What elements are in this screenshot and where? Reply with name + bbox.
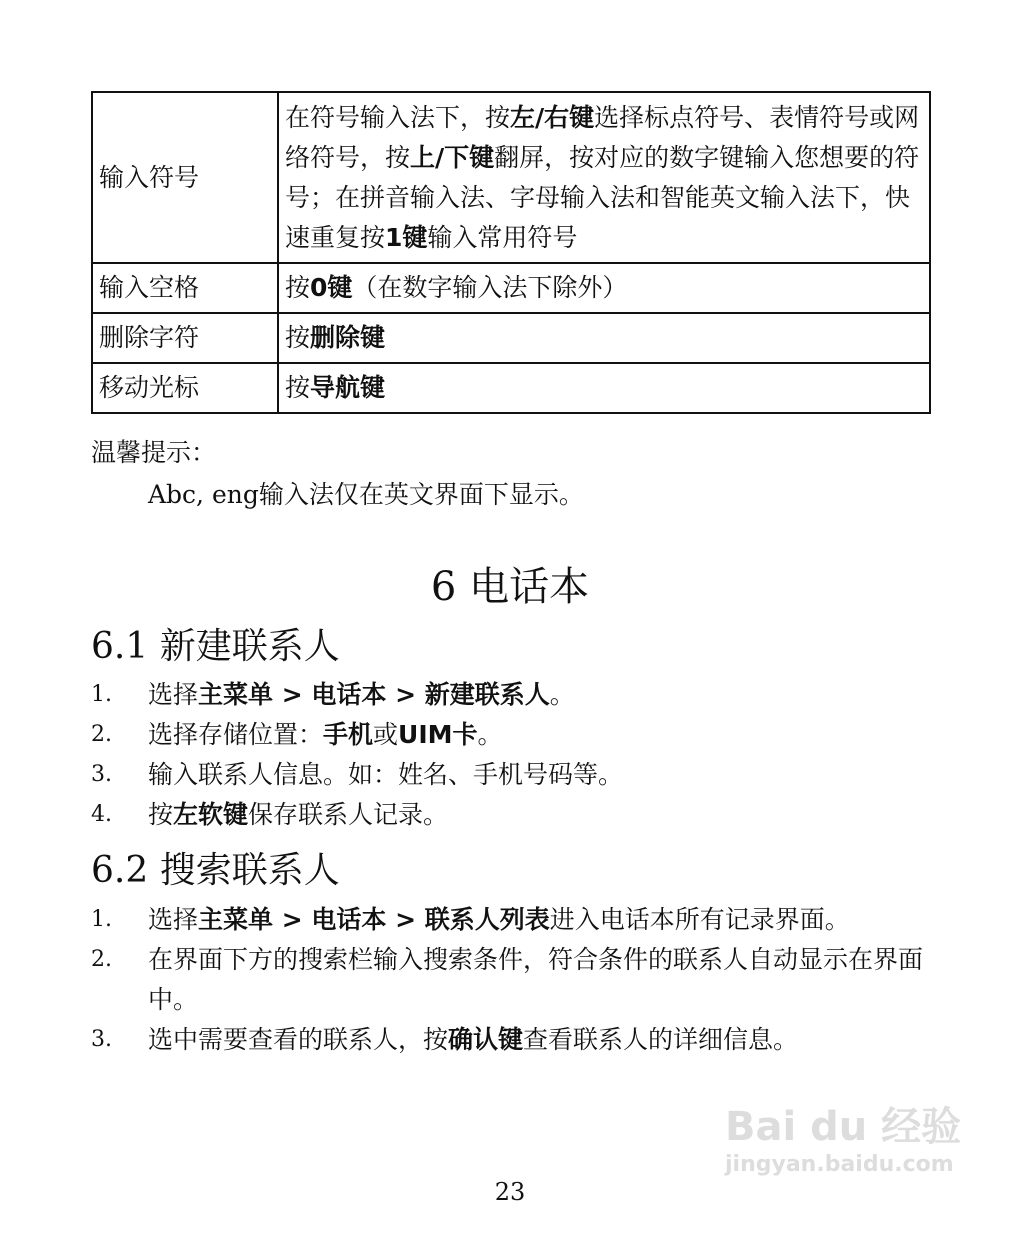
function-label: 输入符号 (92, 92, 278, 263)
text-segment: 。 (477, 720, 503, 749)
list-item (91, 795, 936, 835)
text-segment: 或 (373, 720, 399, 749)
text-segment: 选择标点符号、表情符号或网络符号，按 (285, 102, 920, 172)
tip-body: Abc, eng输入法仅在英文界面下显示。 (148, 480, 584, 509)
text-segment: 选中需要查看的联系人，按 (148, 1025, 449, 1054)
function-description (278, 363, 930, 413)
bold-key-term: 主菜单 > 电话本 > 新建联系人 (198, 680, 550, 709)
list-item (91, 940, 936, 1020)
item-number: 2. (91, 722, 112, 747)
chapter-title: 6 电话本 (430, 564, 590, 610)
text-segment: 在界面下方的搜索栏输入搜索条件，符合条件的联系人自动显示在界面中。 (148, 945, 924, 1014)
input-method-table (91, 91, 931, 414)
bold-key-term: 删除键 (310, 323, 386, 352)
function-description (278, 92, 930, 263)
text-segment: 按 (285, 323, 311, 352)
text-segment: 输入常用符号 (427, 222, 578, 252)
item-number: 4. (91, 802, 112, 827)
bold-key-term: 0键 (310, 273, 353, 302)
list-item (91, 675, 936, 715)
bold-key-term: 导航键 (310, 373, 386, 402)
text-segment: 按 (285, 373, 311, 402)
text-segment: （在数字输入法下除外） (352, 273, 628, 302)
tip-title: 温馨提示： (91, 438, 217, 467)
text-segment: 输入联系人信息。如：姓名、手机号码等。 (148, 760, 624, 789)
text-segment: 翻屏，按对应的数字键输入您想要的符号；在拼音输入法、字母输入法和智能英文输入法下，快速重复按 (285, 142, 920, 252)
search-contact-steps (91, 900, 936, 1060)
function-label: 移动光标 (92, 363, 278, 413)
text-segment: 进入电话本所有记录界面。 (549, 905, 850, 934)
list-item (91, 715, 936, 755)
section-title-new-contact: 6.1 新建联系人 (91, 626, 340, 667)
table-row (92, 92, 930, 263)
text-segment: 在符号输入法下，按 (285, 102, 511, 132)
item-number: 2. (91, 947, 112, 972)
table-row (92, 313, 930, 363)
text-segment: 选择存储位置： (148, 720, 324, 749)
list-item (91, 900, 936, 940)
bold-key-term: 确认键 (448, 1025, 524, 1054)
bold-key-term: 1键 (385, 222, 428, 252)
item-number: 3. (91, 1027, 112, 1052)
bold-key-term: 上/下键 (410, 142, 495, 172)
list-item (91, 1020, 936, 1060)
text-segment: 保存联系人记录。 (248, 800, 449, 829)
function-description (278, 313, 930, 363)
list-item (91, 755, 936, 795)
table-row (92, 363, 930, 413)
new-contact-steps (91, 675, 936, 835)
text-segment: 选择 (148, 680, 199, 709)
bold-key-term: 左软键 (173, 800, 249, 829)
function-description (278, 263, 930, 313)
function-label: 删除字符 (92, 313, 278, 363)
bold-key-term: 主菜单 > 电话本 > 联系人列表 (198, 905, 550, 934)
baidu-jingyan-watermark: Bai du 经验 jingyan.baidu.com (725, 1104, 962, 1177)
text-segment: 按 (285, 273, 311, 302)
item-number: 1. (91, 682, 112, 707)
item-number: 1. (91, 907, 112, 932)
text-segment: 查看联系人的详细信息。 (523, 1025, 799, 1054)
bold-key-term: 手机 (323, 720, 374, 749)
text-segment: 按 (148, 800, 174, 829)
item-number: 3. (91, 762, 112, 787)
bold-key-term: 左/右键 (510, 102, 595, 132)
function-label: 输入空格 (92, 263, 278, 313)
text-segment: 。 (549, 680, 575, 709)
page-number: 23 (494, 1178, 526, 1206)
text-segment: 选择 (148, 905, 199, 934)
bold-key-term: UIM卡 (398, 720, 478, 749)
section-title-search-contact: 6.2 搜索联系人 (91, 850, 340, 891)
table-row (92, 263, 930, 313)
